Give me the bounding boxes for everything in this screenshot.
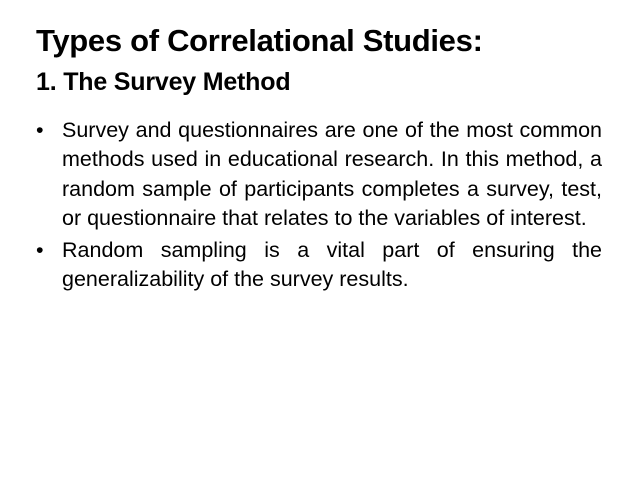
slide-title: Types of Correlational Studies: bbox=[36, 23, 483, 58]
bullet-text: Random sampling is a vital part of ensuring the generalizability of the survey results. bbox=[62, 238, 602, 292]
bullet-list bbox=[36, 116, 602, 298]
title-block bbox=[36, 20, 606, 99]
bullet-dot-icon: • bbox=[36, 118, 44, 142]
bullet-item bbox=[36, 116, 602, 233]
slide-subtitle: 1. The Survey Method bbox=[36, 68, 291, 96]
bullet-text: Survey and questionnaires are one of the most common methods used in educational research. In this method, a random sample of participants completes a survey, test, or questionnaire that relates to the variables of interest. bbox=[62, 118, 602, 230]
bullet-item bbox=[36, 236, 602, 295]
bullet-dot-icon: • bbox=[36, 238, 44, 263]
